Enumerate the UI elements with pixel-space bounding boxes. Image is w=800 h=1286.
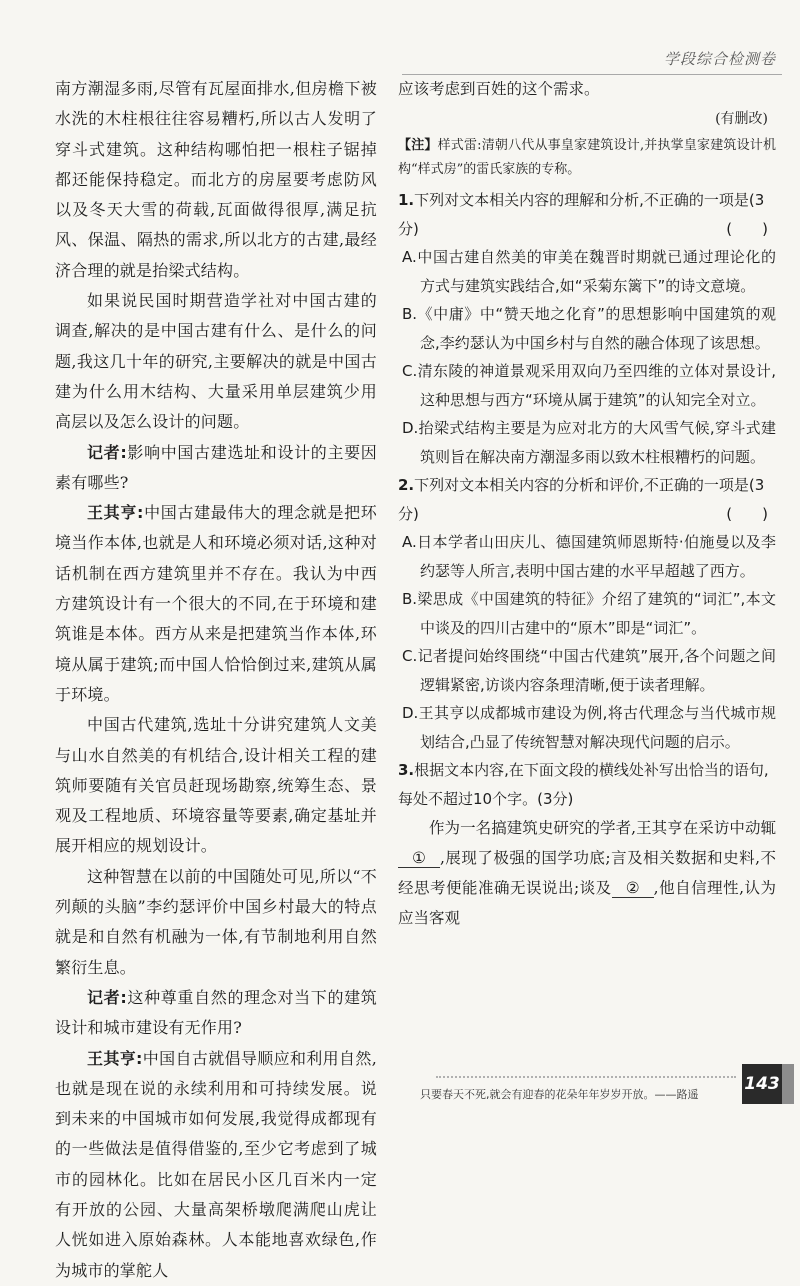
footer-quote: 只要春天不死,就会有迎春的花朵年年岁岁开放。——路遥 [420,1088,699,1101]
option-letter: B. [402,590,418,608]
paragraph-text: 中国古代建筑,选址十分讲究建筑人文美与山水自然美的有机结合,设计相关工程的建筑师要随有关官员赶现场勘察,统筹生态、景观及工程地质、环境容量等要素,确定基址并展开相应的规划设计。 [55,715,377,856]
speaker-label: 记者: [87,442,127,462]
question-number: 3. [398,761,415,779]
left-column [55,74,377,1286]
option-text: 抬梁式结构主要是为应对北方的大风雪气候,穿斗式建筑则旨在解决南方潮湿多雨以致木柱根糟朽的问题。 [418,419,776,466]
speaker-label: 王其亨: [87,1048,143,1068]
body-paragraph [55,438,377,499]
paragraph-text: 南方潮湿多雨,尽管有瓦屋面排水,但房檐下被水洗的木柱根往往容易糟朽,所以古人发明了穿斗式建筑。这种结构哪怕把一根柱子锯掉都还能保持稳定。而北方的房屋要考虑防风以及冬天大雪的荷载,瓦面做得很厚,满足抗风、保温、隔热的需求,所以北方的古建,最经济合理的就是抬梁式结构。 [55,79,377,280]
option-letter: D. [402,704,419,722]
body-paragraph [55,286,377,437]
question-3 [398,756,776,933]
question-1 [398,186,776,471]
fill-passage [398,813,776,933]
body-paragraph [55,74,377,286]
speaker-label: 王其亨: [87,503,144,523]
fill-text-2: ,展现了极强的国学功底;言及相关数据和史料,不经思考便能准确无误说出;谈及 [398,849,776,897]
page-tab [782,1064,794,1104]
answer-bracket[interactable]: ( ) [726,219,768,238]
option-text: 日本学者山田庆儿、德国建筑师恩斯特·伯施曼以及李约瑟等人所言,表明中国古建的水平早超越了西方。 [416,533,776,580]
option-text: 清东陵的神道景观采用双向乃至四维的立体对景设计,这种思想与西方“环境从属于建筑”的认知完全对立。 [417,362,776,409]
right-column [398,74,776,933]
option-letter: B. [402,305,418,323]
option[interactable] [398,243,776,300]
option[interactable] [398,414,776,471]
option-letter: D. [402,419,419,437]
option-letter: A. [402,248,417,266]
paragraph-text: 中国古建最伟大的理念就是把环境当作本体,也就是人和环境必须对话,这种对话机制在西方建筑里并不存在。我认为中西方建筑设计有一个很大的不同,在于环境和建筑谁是本体。西方从来是把建筑当作本体,环境从属于建筑;而中国人恰恰倒过来,建筑从属于环境。 [55,503,377,704]
option-letter: C. [402,362,418,380]
annotation-text: 样式雷:清朝八代从事皇家建筑设计,并执掌皇家建筑设计机构“样式房”的雷氏家族的专称。 [398,138,776,177]
option[interactable] [398,357,776,414]
option[interactable] [398,300,776,357]
body-paragraph [55,498,377,710]
continuation-text: 应该考虑到百姓的这个需求。 [398,80,600,98]
page-number: 143 [742,1064,782,1104]
body-paragraph [55,710,377,861]
body-paragraph [55,983,377,1044]
paragraph-text: 如果说民国时期营造学社对中国古建的调查,解决的是中国古建有什么、是什么的问题,我这几十年的研究,主要解决的就是中国古建为什么用木结构、大量采用单层建筑少用高层以及怎么设计的问题。 [55,291,377,432]
question-text: 根据文本内容,在下面文段的横线处补写出恰当的语句,每处不超过10个字。(3分) [398,761,769,808]
fill-text-3: ,他自信理性,认为应当客观 [398,879,776,927]
option[interactable] [398,528,776,585]
option[interactable] [398,585,776,642]
option-text: 王其亨以成都城市建设为例,将古代理念与当代城市规划结合,凸显了传统智慧对解决现代问题的启示。 [418,704,776,751]
section-title: 学段综合检测卷 [663,50,776,68]
question-2 [398,471,776,756]
option-text: 《中庸》中“赞天地之化育”的思想影响中国建筑的观念,李约瑟认为中国乡村与自然的融合体现了该思想。 [417,305,776,352]
fill-text-1: 作为一名搞建筑史研究的学者,王其亨在采访中动辄 [429,819,776,837]
question-number: 1. [398,191,415,209]
question-text: 下列对文本相关内容的理解和分析,不正确的一项是(3分) [398,191,765,238]
option[interactable] [398,699,776,756]
answer-blank-1[interactable]: ① [398,849,440,868]
footer-dotted-rule [436,1076,736,1078]
question-stem [398,756,776,813]
paragraph-text: 这种智慧在以前的中国随处可见,所以“不列颠的头脑”李约瑟评价中国乡村最大的特点就是和自然有机融为一体,有节制地利用自然繁衍生息。 [55,866,377,977]
question-number: 2. [398,476,415,494]
speaker-label: 记者: [87,987,127,1007]
option-text: 中国古建自然美的审美在魏晋时期就已通过理论化的方式与建筑实践结合,如“采菊东篱下”的诗文意境。 [416,248,776,295]
body-paragraph [55,862,377,983]
paragraph-text: 影响中国古建选址和设计的主要因素有哪些? [55,442,377,492]
paragraph-text: 这种尊重自然的理念对当下的建筑设计和城市建设有无作用? [55,987,377,1038]
annotation [398,134,776,182]
paragraph-text: 中国自古就倡导顺应和利用自然,也就是现在说的永续利用和可持续发展。说到未来的中国城市如何发展,我觉得成都现有的一些做法是值得借鉴的,至少它考虑到了城市的园林化。比如在居民小区几百米内一定有开放的公园、大量高架桥墩爬满爬山虎让人恍如进入原始森林。人本能地喜欢绿色,作为城市的掌舵人 [55,1048,377,1280]
annotation-label: 【注】 [398,138,438,153]
body-paragraph [55,1044,377,1286]
questions [398,186,776,756]
option-text: 记者提问始终围绕“中国古代建筑”展开,各个问题之间逻辑紧密,访谈内容条理清晰,便于读者理解。 [417,647,776,694]
option-letter: A. [402,533,417,551]
question-stem [398,186,776,243]
option-text: 梁思成《中国建筑的特征》介绍了建筑的“词汇”,本文中谈及的四川古建中的“原木”即是“词汇”。 [417,590,776,637]
option[interactable] [398,642,776,699]
question-stem [398,471,776,528]
option-letter: C. [402,647,418,665]
answer-blank-2[interactable]: ② [612,879,654,898]
source-note: (有删改) [715,111,768,127]
answer-bracket[interactable]: ( ) [726,504,768,523]
question-text: 下列对文本相关内容的分析和评价,不正确的一项是(3分) [398,476,765,523]
